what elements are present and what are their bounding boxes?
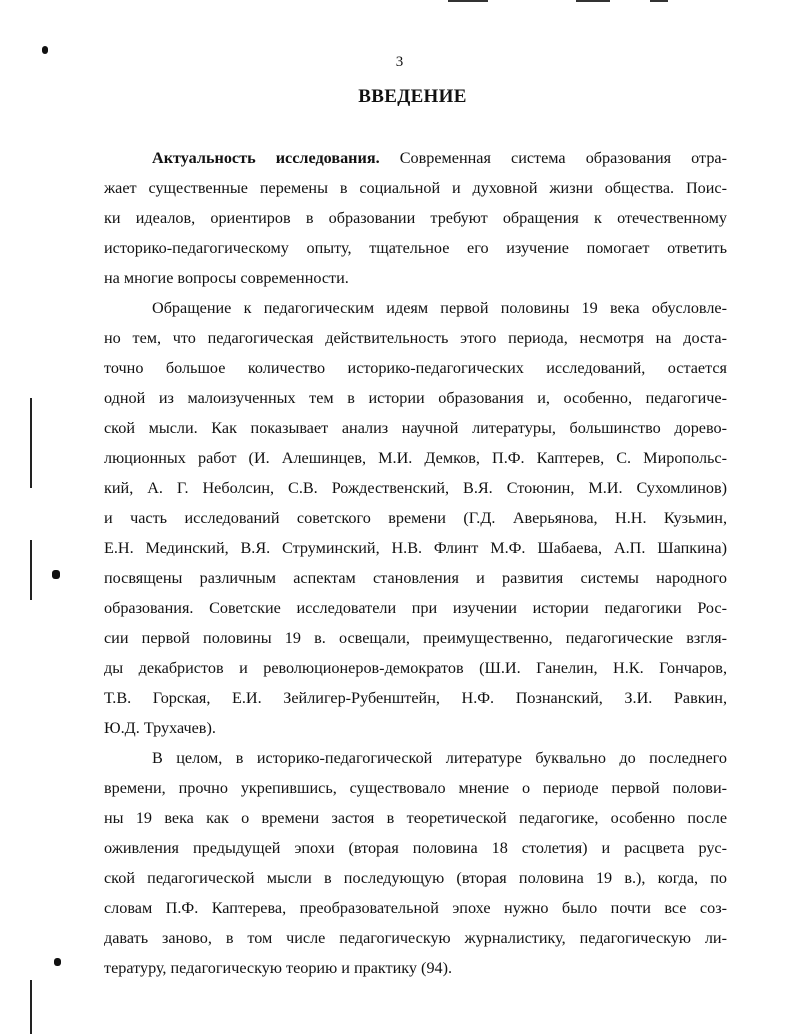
- paragraph-line: образования. Советские исследователи при изучении истории педагогики Рос-: [104, 599, 727, 617]
- paragraph-text: Современная система образования отра-: [379, 149, 727, 167]
- paragraph-line: времени, прочно укрепившись, существовало мнение о периоде первой полови-: [104, 779, 727, 797]
- scan-mark: [650, 0, 668, 2]
- scan-speck: [42, 46, 48, 54]
- scan-speck: [54, 958, 61, 966]
- scan-mark: [448, 0, 488, 2]
- page-number: 3: [395, 54, 404, 70]
- paragraph-line: жает существенные перемены в социальной и духовной жизни общества. Поис-: [104, 179, 727, 197]
- paragraph-line: но тем, что педагогическая действительность этого периода, несмотря на доста-: [104, 329, 727, 347]
- paragraph-line: ской педагогической мысли в последующую (вторая половина 19 в.), когда, по: [104, 869, 727, 887]
- paragraph-line: давать заново, в том числе педагогическую журналистику, педагогическую ли-: [104, 929, 727, 947]
- paragraph-line: оживления предыдущей эпохи (вторая половина 18 столетия) и расцвета рус-: [104, 839, 727, 857]
- scan-margin-line: [30, 980, 32, 1034]
- paragraph-line: словам П.Ф. Каптерева, преобразовательной эпохе нужно было почти все соз-: [104, 899, 727, 917]
- paragraph-line: Т.В. Горская, Е.И. Зейлигер-Рубенштейн, Н.Ф. Познанский, З.И. Равкин,: [104, 689, 727, 707]
- paragraph-line: и часть исследований советского времени (Г.Д. Аверьянова, Н.Н. Кузьмин,: [104, 509, 727, 527]
- paragraph-line: Обращение к педагогическим идеям первой половины 19 века обусловле-: [152, 299, 727, 317]
- paragraph-line: ды декабристов и революционеров-демократов (Ш.И. Ганелин, Н.К. Гончаров,: [104, 659, 727, 677]
- scan-margin-line: [30, 398, 32, 488]
- scan-mark: [576, 0, 610, 2]
- paragraph-line: сии первой половины 19 в. освещали, преимущественно, педагогические взгля-: [104, 629, 727, 647]
- scan-margin-line: [30, 540, 32, 600]
- paragraph-line: ской мысли. Как показывает анализ научной литературы, большинство дорево-: [104, 419, 727, 437]
- paragraph-line: кий, А. Г. Неболсин, С.В. Рождественский, В.Я. Стоюнин, М.И. Сухомлинов): [104, 479, 727, 497]
- paragraph-line: посвящены различным аспектам становления и развития системы народного: [104, 569, 727, 587]
- paragraph-line: В целом, в историко-педагогической литературе буквально до последнего: [152, 749, 727, 767]
- page-title: ВВЕДЕНИЕ: [358, 86, 467, 107]
- paragraph-line: люционных работ (И. Алешинцев, М.И. Демков, П.Ф. Каптерев, С. Миропольс-: [104, 449, 727, 467]
- paragraph-line: [152, 148, 727, 170]
- paragraph-line: ны 19 века как о времени застоя в теоретической педагогике, особенно после: [104, 809, 727, 827]
- paragraph-line: ки идеалов, ориентиров в образовании требуют обращения к отечественному: [104, 209, 727, 227]
- scan-speck: [52, 570, 60, 579]
- paragraph-line: историко-педагогическому опыту, тщательное его изучение помогает ответить: [104, 239, 727, 257]
- paragraph-line: одной из малоизученных тем в истории образования и, особенно, педагогиче-: [104, 389, 727, 407]
- paragraph-line: тературу, педагогическую теорию и практику (94).: [104, 959, 453, 977]
- paragraph-line: Ю.Д. Трухачев).: [104, 719, 216, 737]
- section-heading: Актуальность исследования.: [152, 149, 380, 167]
- paragraph-line: Е.Н. Мединский, В.Я. Струминский, Н.В. Флинт М.Ф. Шабаева, А.П. Шапкина): [104, 539, 727, 557]
- paragraph-line: на многие вопросы современности.: [104, 269, 349, 287]
- paragraph-line: точно большое количество историко-педагогических исследований, остается: [104, 359, 727, 377]
